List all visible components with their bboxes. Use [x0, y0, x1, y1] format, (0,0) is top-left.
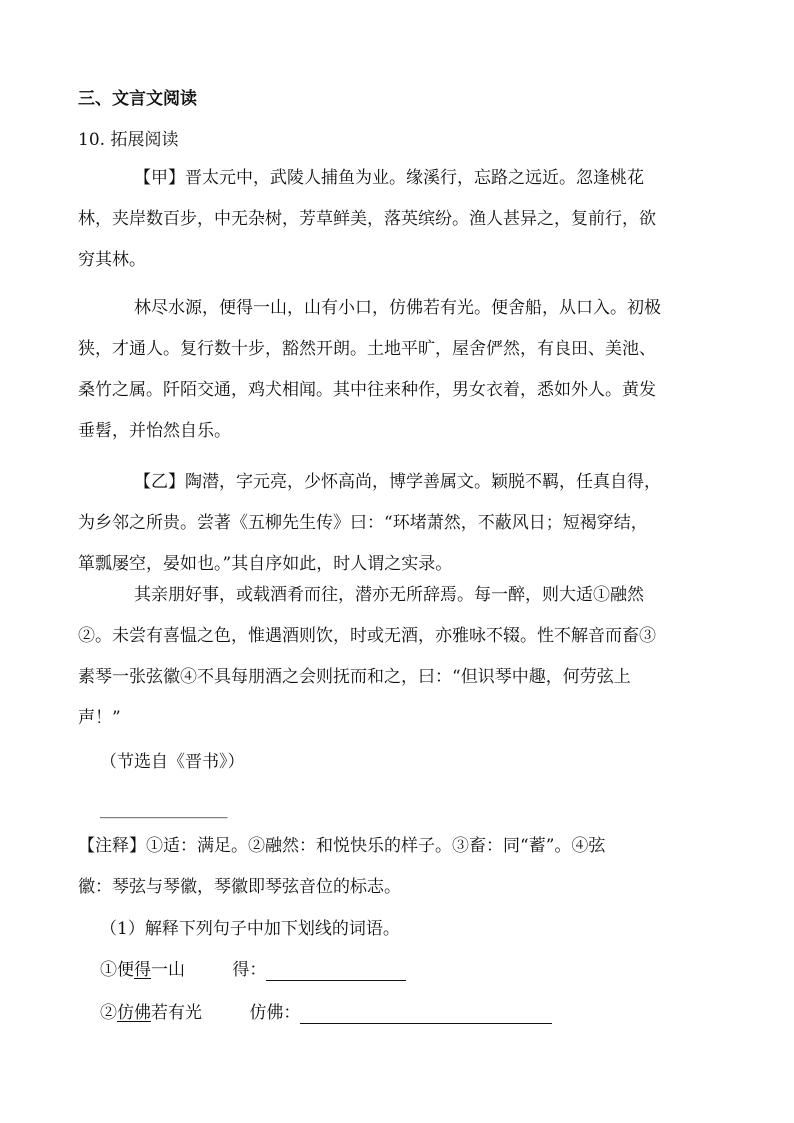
source-citation: （节选自《晋书》）	[100, 752, 245, 772]
passage-jia	[78, 158, 718, 281]
passage-line: 垂髫，并怡然自乐。	[78, 421, 231, 441]
answer-label: 得：	[232, 960, 267, 980]
answer-blank[interactable]	[300, 1005, 552, 1024]
item-prefix: ②	[100, 1003, 117, 1023]
note-line: 【注释】①适：满足。②融然：和悦快乐的样子。③畜：同“蓄”。④弦	[78, 836, 606, 856]
answer-blank[interactable]	[266, 962, 406, 981]
passage-line: 素琴一张弦徽④不具每朋酒之会则抚而和之，曰：“但识琴中趣，何劳弦上	[78, 667, 631, 687]
passage-line: 【乙】陶潜，字元亮，少怀高尚，博学善属文。颖脱不羁，任真自得，	[134, 472, 661, 492]
sub-question: （1）解释下列句子中加下划线的词语。	[100, 919, 400, 939]
passage-line: 林，夹岸数百步，中无杂树，芳草鲜美，落英缤纷。渔人甚异之，复前行，欲	[78, 209, 656, 229]
passage-line: 其亲朋好事，或载酒肴而往，潜亦无所辞焉。每一醉，则大适①融然	[134, 585, 644, 605]
passage-line: 林尽水源，便得一山，山有小口，仿佛若有光。便舍船，从口入。初极	[134, 298, 661, 318]
item-prefix: ①便	[100, 960, 134, 980]
underlined-word: 仿佛	[117, 1003, 151, 1023]
passage-qin	[78, 575, 718, 739]
passage-line: 狭，才通人。复行数十步，豁然开朗。土地平旷，屋舍俨然，有良田、美池、	[78, 339, 656, 359]
note-line: 徽：琴弦与琴徽，琴徽即琴弦音位的标志。	[78, 877, 401, 897]
passage-line: 箪瓢屡空，晏如也。”其自序如此，时人谓之实录。	[78, 554, 453, 574]
section-title: 三、文言文阅读	[78, 89, 197, 109]
question-title: 10. 拓展阅读	[78, 130, 179, 150]
passage-line: 【甲】晋太元中，武陵人捕鱼为业。缘溪行，忘路之远近。忽逢桃花	[134, 168, 644, 188]
annotation-notes	[78, 826, 718, 908]
passage-line: ②。未尝有喜愠之色，惟遇酒则饮，时或无酒，亦雅咏不辍。性不解音而畜③	[78, 626, 656, 646]
passage-line: 桑竹之属。阡陌交通，鸡犬相闻。其中往来种作，男女衣着，悉如外人。黄发	[78, 380, 656, 400]
vocab-item-2	[100, 1002, 552, 1024]
underlined-word: 得	[134, 960, 151, 980]
passage-line: 穷其林。	[78, 250, 146, 270]
passage-lin	[78, 288, 718, 452]
answer-label: 仿佛：	[249, 1003, 301, 1023]
item-suffix: 一山	[151, 960, 185, 980]
item-suffix: 若有光	[151, 1003, 202, 1023]
passage-line: 声！”	[78, 708, 121, 728]
passage-yi	[78, 462, 718, 585]
passage-line: 为乡邻之所贵。尝著《五柳先生传》曰：“环堵萧然，不蔽风日；短褐穿结，	[78, 513, 648, 533]
vocab-item-1	[100, 959, 406, 981]
separator-line: _______________	[100, 799, 228, 819]
